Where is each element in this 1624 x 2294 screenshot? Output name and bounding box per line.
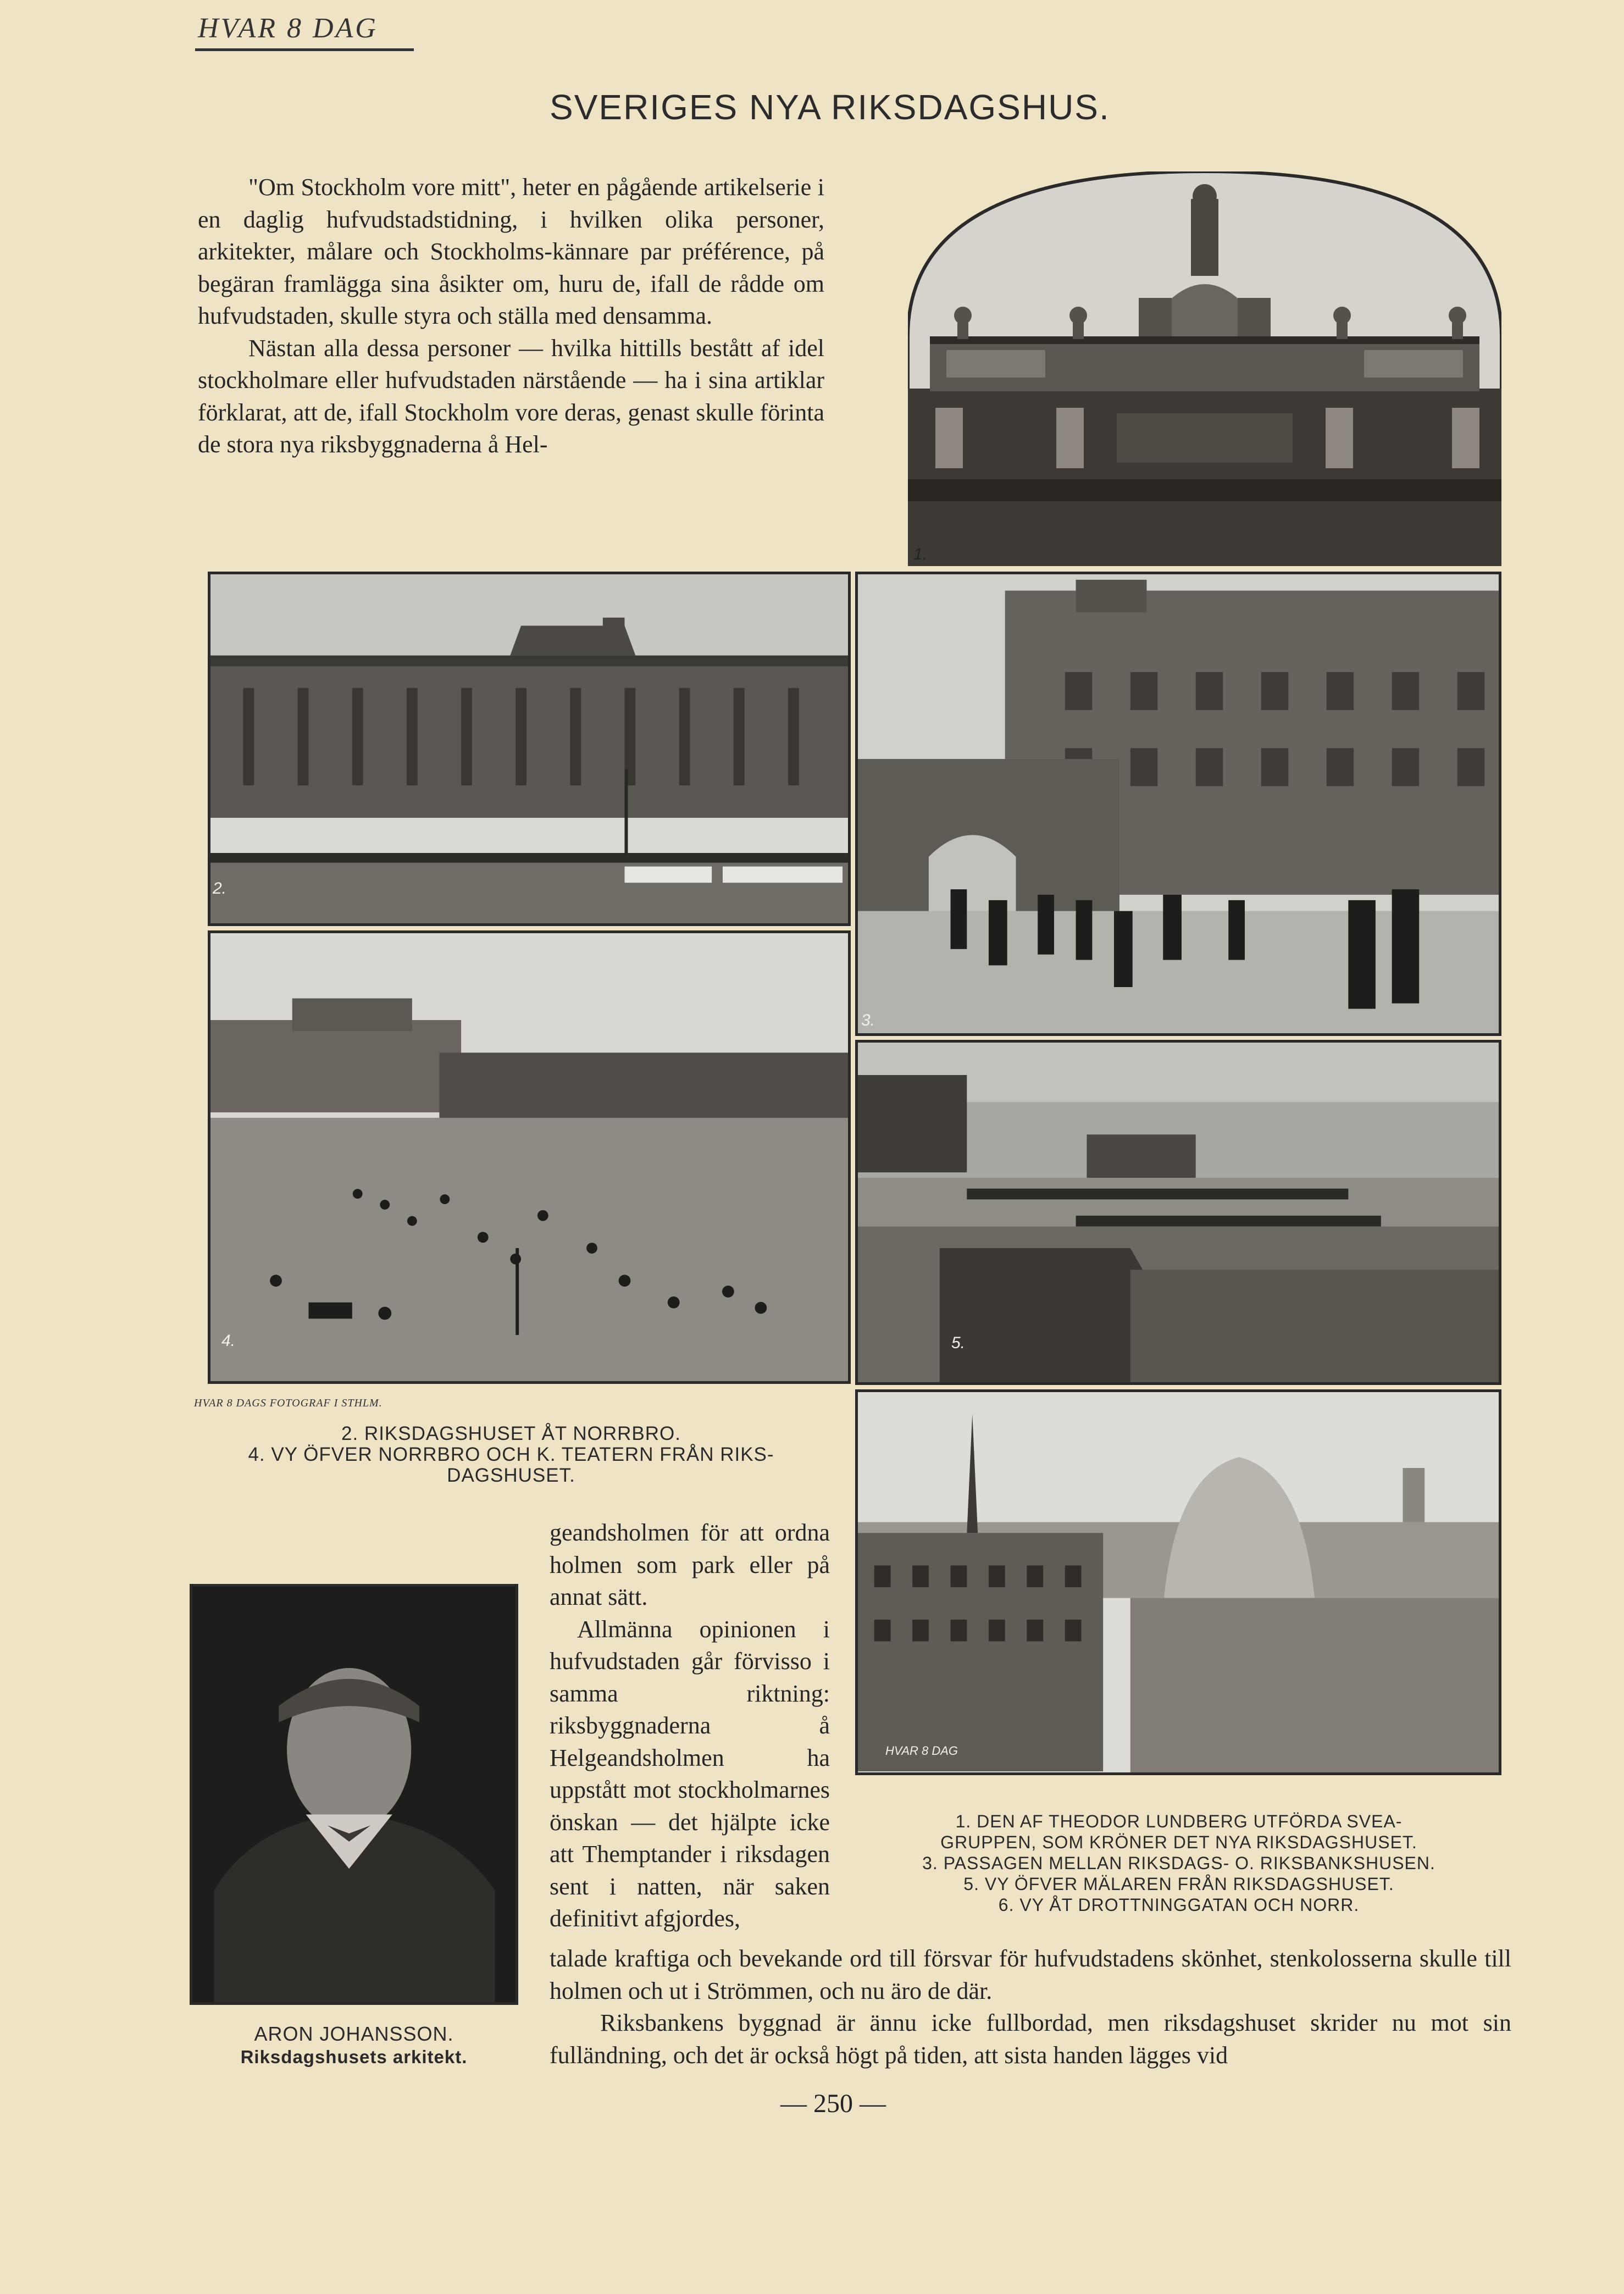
photo-number-4: 4.: [221, 1332, 236, 1350]
full-width-text: [550, 1943, 1511, 2071]
photo-svea-group: [908, 171, 1501, 566]
caption-photo-4-cont: DAGSHUSET.: [447, 1465, 575, 1486]
portrait-name: ARON JOHANSSON.: [254, 2023, 454, 2045]
photo-passage: [855, 572, 1501, 1036]
full-paragraph-1: talade kraftiga och bevekande ord till försvar för hufvudstadens skönhet, stenkolosserna skulle till holmen och ut i Strömmen, och nu äro de där.: [550, 1945, 1511, 2004]
column-paragraph-1: geandsholmen för att ordna holmen som park eller på annat sätt.: [550, 1519, 830, 1610]
portrait-caption: [190, 2023, 518, 2069]
caption-photo-1: 1. DEN AF THEODOR LUNDBERG UTFÖRDA SVEA-: [955, 1811, 1403, 1831]
caption-photo-1-cont: GRUPPEN, SOM KRÖNER DET NYA RIKSDAGSHUSET.: [940, 1832, 1417, 1852]
photo-drottninggatan: [855, 1389, 1501, 1775]
caption-photo-2: 2. RIKSDAGSHUSET ÅT NORRBRO.: [341, 1423, 681, 1444]
full-paragraph-2: Riksbankens byggnad är ännu icke fullbordad, men riksdagshuset skrider nu mot sin fulländning, och det är också högt på tiden, att sista handen lägges vid: [550, 2009, 1511, 2069]
portrait-aron-johansson: [190, 1584, 518, 2005]
page-number: — 250 —: [780, 2089, 886, 2118]
captions-right: [855, 1811, 1503, 1915]
caption-photo-5: 5. VY ÖFVER MÄLAREN FRÅN RIKSDAGSHUSET.: [963, 1874, 1394, 1894]
photo-norrbro-teatern: [208, 930, 851, 1384]
photo-number-1: 1.: [913, 545, 928, 563]
caption-photo-3: 3. PASSAGEN MELLAN RIKSDAGS- O. RIKSBANKSHUSEN.: [922, 1853, 1435, 1873]
intro-text: [198, 171, 824, 461]
photo-number-2: 2.: [213, 879, 227, 897]
photo-malaren: [855, 1040, 1501, 1385]
caption-photo-6: 6. VY ÅT DROTTNINGGATAN OCH NORR.: [998, 1895, 1360, 1915]
header-rule: [195, 48, 414, 51]
caption-photo-4: 4. VY ÖFVER NORRBRO OCH K. TEATERN FRÅN RIKS-: [248, 1444, 774, 1465]
portrait-role: Riksdagshusets arkitekt.: [240, 2047, 468, 2067]
photo-number-3: 3.: [861, 1011, 875, 1029]
photo-riksdagshuset-norrbro: [208, 572, 851, 926]
article-title: SVERIGES NYA RIKSDAGSHUS.: [550, 87, 1110, 127]
photo-number-6: HVAR 8 DAG: [885, 1744, 958, 1758]
intro-paragraph-2: Nästan alla dessa personer — hvilka hittills bestått af idel stockholmare eller hufvudstaden närstående — ha i sina artiklar förklarat, att de, ifall Stockholm vore deras, genast skulle förinta de stora nya riksbyggnaderna å Hel-: [198, 334, 824, 458]
intro-paragraph-1: "Om Stockholm vore mitt", heter en pågående artikelserie i en daglig hufvudstadstidning, i hvilken olika personer, arkitekter, målare och Stockholms-kännare par préférence, på begäran framlägga sina åsikter om, huru de, ifall de rådde om hufvudstaden, skulle styra och ställa med densamma.: [198, 174, 824, 329]
column-text: [550, 1517, 830, 1935]
magazine-header: HVAR 8 DAG: [198, 13, 378, 44]
captions-left: [187, 1423, 835, 1486]
photo-credit: HVAR 8 DAGS FOTOGRAF I STHLM.: [194, 1397, 383, 1409]
column-paragraph-2: Allmänna opinionen i hufvudstaden går förvisso i samma riktning: riksbyggnaderna å Helgeandsholmen ha uppstått mot stockholmarnes önskan — det hjälpte icke att Themptander i riksdagen sent i natten, när saken definitivt afgjordes,: [550, 1615, 830, 1932]
photo-number-5: 5.: [951, 1334, 966, 1352]
